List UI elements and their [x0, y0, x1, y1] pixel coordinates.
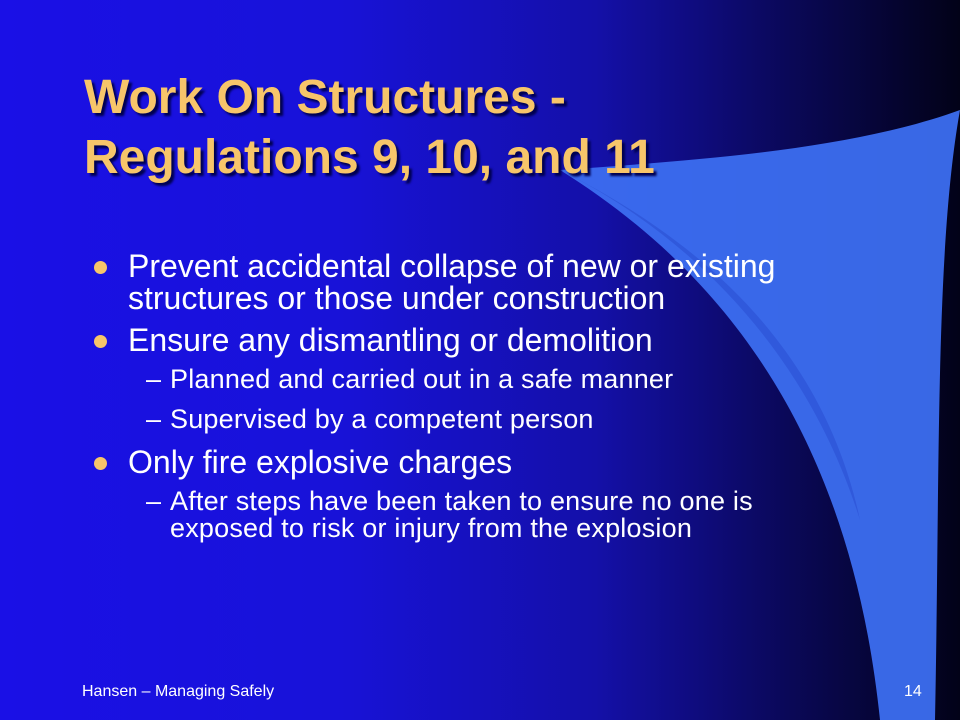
bullet-dot-icon — [94, 261, 107, 274]
slide-title-line-1: Work On Structures - — [84, 71, 566, 124]
dash-marker: – — [146, 486, 162, 516]
bullet-item-1 — [0, 250, 848, 314]
slide-title — [84, 68, 884, 188]
sub-bullet-item — [0, 406, 860, 433]
sub-bullet-text: After steps have been taken to ensure no one is exposed to risk or injury from the explosion — [170, 486, 753, 543]
bullet-dot-icon — [94, 335, 107, 348]
sub-bullet-text: Planned and carried out in a safe manner — [170, 364, 674, 394]
bullet-item-2 — [0, 324, 848, 356]
slide-title-line-2: Regulations 9, 10, and 11 — [84, 131, 655, 184]
sub-bullet-item — [0, 366, 860, 393]
bullet-text: Prevent accidental collapse of new or existing structures or those under construction — [128, 248, 776, 316]
bullet-dot-icon — [94, 457, 107, 470]
sub-bullet-item — [0, 488, 860, 542]
bullet-list — [0, 250, 960, 555]
footer-author: Hansen – Managing Safely — [82, 683, 275, 700]
bullet-text: Ensure any dismantling or demolition — [128, 322, 653, 358]
page-number: 14 — [904, 683, 922, 700]
dash-marker: – — [146, 404, 162, 434]
sub-bullet-text: Supervised by a competent person — [170, 404, 594, 434]
bullet-text: Only fire explosive charges — [128, 444, 513, 480]
dash-marker: – — [146, 364, 162, 394]
bullet-item-3 — [0, 446, 848, 478]
